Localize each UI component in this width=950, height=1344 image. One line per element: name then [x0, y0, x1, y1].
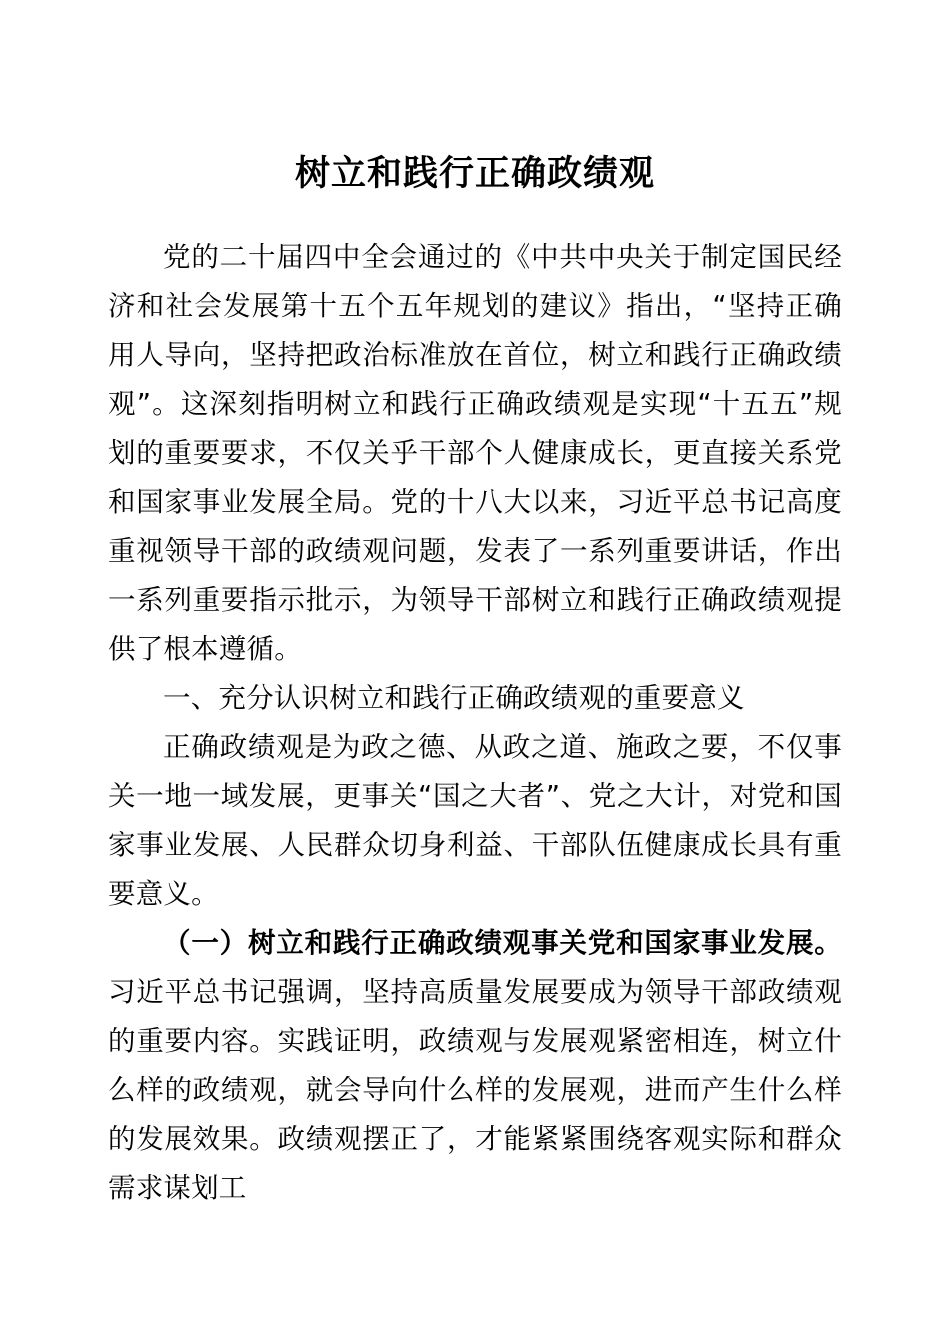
section-heading-one: 一、充分认识树立和践行正确政绩观的重要意义: [163, 682, 745, 714]
subsection-one-body: 习近平总书记强调，坚持高质量发展要成为领导干部政绩观的重要内容。实践证明，政绩观与发展观紧密相连，树立什么样的政绩观，就会导向什么样的发展观，进而产生什么样的发展效果。政绩观摆正了，才能紧紧围绕客观实际和群众需求谋划工: [108, 976, 842, 1204]
paragraph-subsection-one: [108, 919, 842, 1213]
page-title: 树立和践行正确政绩观: [294, 154, 655, 194]
subsection-one-lead: （一）树立和践行正确政绩观事关党和国家事业发展。: [163, 927, 842, 959]
paragraph-intro: 党的二十届四中全会通过的《中共中央关于制定国民经济和社会发展第十五个五年规划的建议》指出，“坚持正确用人导向，坚持把政治标准放在首位，树立和践行正确政绩观”。这深刻指明树立和践行正确政绩观是实现“十五五”规划的重要要求，不仅关乎干部个人健康成长，更直接关系党和国家事业发展全局。党的十八大以来，习近平总书记高度重视领导干部的政绩观问题，发表了一系列重要讲话，作出一系列重要指示批示，为领导干部树立和践行正确政绩观提供了根本遵循。: [108, 241, 842, 665]
paragraph-significance: 正确政绩观是为政之德、从政之道、施政之要，不仅事关一地一域发展，更事关“国之大者”、党之大计，对党和国家事业发展、人民群众切身利益、干部队伍健康成长具有重要意义。: [108, 731, 842, 910]
